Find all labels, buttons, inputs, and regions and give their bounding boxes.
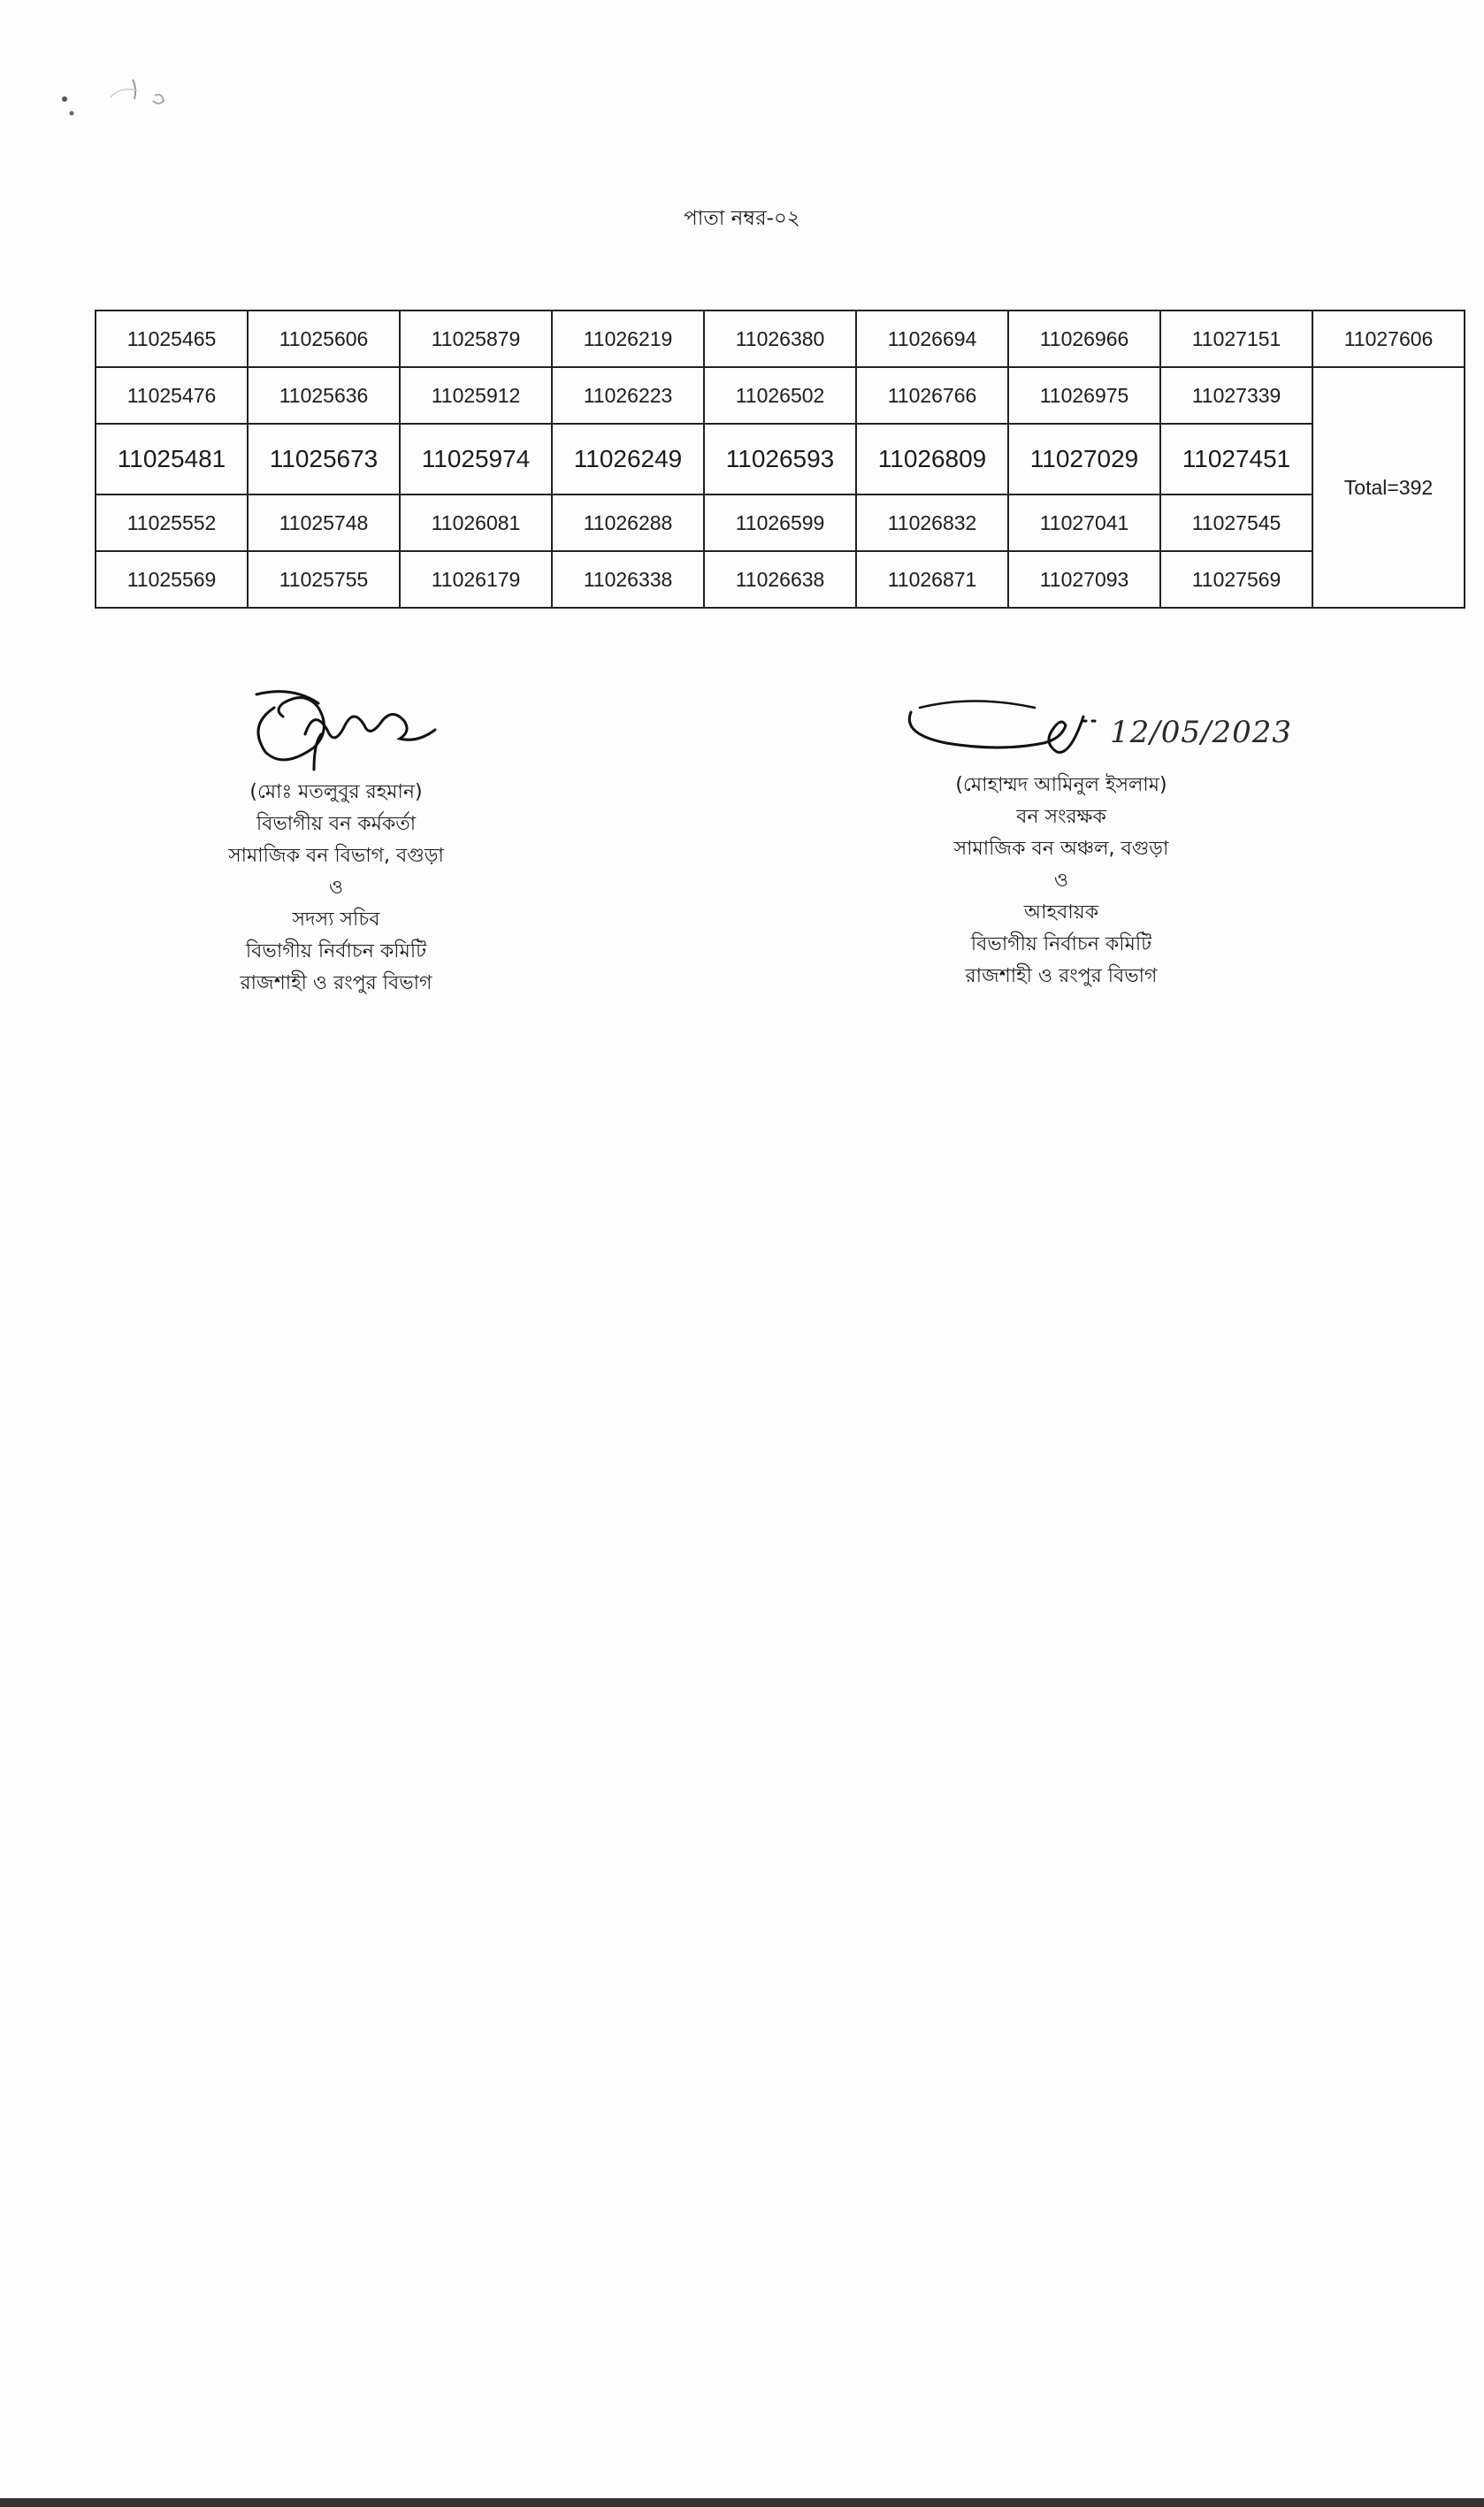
table-cell: 11026502 — [704, 367, 856, 424]
table-cell: 11027545 — [1160, 494, 1312, 551]
table-cell: 11025465 — [96, 310, 248, 367]
table-cell: 11025606 — [248, 310, 400, 367]
table-cell: 11026338 — [552, 551, 704, 608]
table-cell: 11025673 — [248, 424, 400, 494]
table-cell: 11026249 — [552, 424, 704, 494]
scan-speck-marks — [49, 62, 181, 133]
handwritten-signature-left — [221, 672, 451, 777]
table-cell: 11025552 — [96, 494, 248, 551]
table-cell-extra: 11027606 — [1312, 310, 1465, 367]
signatory-committee: বিভাগীয় নির্বাচন কমিটি — [245, 940, 427, 962]
table-cell: 11025476 — [96, 367, 248, 424]
table-cell: 11027451 — [1160, 424, 1312, 494]
table-cell: 11025879 — [400, 310, 552, 367]
table-cell: 11026975 — [1008, 367, 1160, 424]
table-cell: 11026081 — [400, 494, 552, 551]
table-cell: 11027041 — [1008, 494, 1160, 551]
table-cell: 11025636 — [248, 367, 400, 424]
table-cell: 11026809 — [856, 424, 1008, 494]
signatory-committee: বিভাগীয় নির্বাচন কমিটি — [970, 933, 1152, 955]
table-cell: 11026219 — [552, 310, 704, 367]
roll-number-table — [95, 310, 1465, 609]
signatory-office: সামাজিক বন বিভাগ, বগুড়া — [228, 845, 444, 867]
table-cell: 11025481 — [96, 424, 248, 494]
signatory-conjunction: ও — [1053, 870, 1069, 892]
table-cell: 11025748 — [248, 494, 400, 551]
table-cell: 11026871 — [856, 551, 1008, 608]
table-cell: 11027151 — [1160, 310, 1312, 367]
table-cell: 11026599 — [704, 494, 856, 551]
table-cell: 11027029 — [1008, 424, 1160, 494]
table-cell: 11025569 — [96, 551, 248, 608]
signatory-region: রাজশাহী ও রংপুর বিভাগ — [240, 972, 432, 994]
table-cell: 11025974 — [400, 424, 552, 494]
table-cell: 11026288 — [552, 494, 704, 551]
table-cell: 11026638 — [704, 551, 856, 608]
table-cell: 11026694 — [856, 310, 1008, 367]
table-cell: 11025755 — [248, 551, 400, 608]
table-cell: 11027339 — [1160, 367, 1312, 424]
table-row — [96, 367, 1465, 424]
page-number: পাতা নম্বর-০২ — [684, 207, 800, 230]
table-cell: 11026966 — [1008, 310, 1160, 367]
table-row — [96, 424, 1465, 494]
signatory-role: সদস্য সচিব — [292, 908, 380, 931]
table-row — [96, 551, 1465, 608]
table-cell: 11026380 — [704, 310, 856, 367]
table-row — [96, 494, 1465, 551]
signatory-conjunction: ও — [328, 877, 344, 899]
table-cell: 11025912 — [400, 367, 552, 424]
table-cell: 11026179 — [400, 551, 552, 608]
signatory-region: রাজশাহী ও রংপুর বিভাগ — [965, 965, 1158, 987]
table-cell: 11027569 — [1160, 551, 1312, 608]
table-row — [96, 310, 1465, 367]
scan-bottom-edge — [0, 2498, 1484, 2507]
table-cell: 11027093 — [1008, 551, 1160, 608]
signatory-name: (মোঃ মতলুবুর রহমান) — [249, 781, 423, 803]
signature-block-left — [159, 672, 513, 1000]
signatory-role: আহবায়ক — [1023, 901, 1099, 924]
table-cell: 11026593 — [704, 424, 856, 494]
table-cell: 11026832 — [856, 494, 1008, 551]
signature-date: 12/05/2023 — [1110, 715, 1292, 750]
signatory-designation: বন সংরক্ষক — [1016, 806, 1106, 828]
table-cell: 11026766 — [856, 367, 1008, 424]
signatory-office: সামাজিক বন অঞ্চল, বগুড়া — [953, 838, 1169, 860]
total-count-cell: Total=392 — [1312, 367, 1465, 608]
signatory-name: (মোহাম্মদ আমিনুল ইসলাম) — [955, 774, 1167, 796]
table-cell: 11026223 — [552, 367, 704, 424]
signatory-designation: বিভাগীয় বন কর্মকর্তা — [256, 813, 417, 835]
